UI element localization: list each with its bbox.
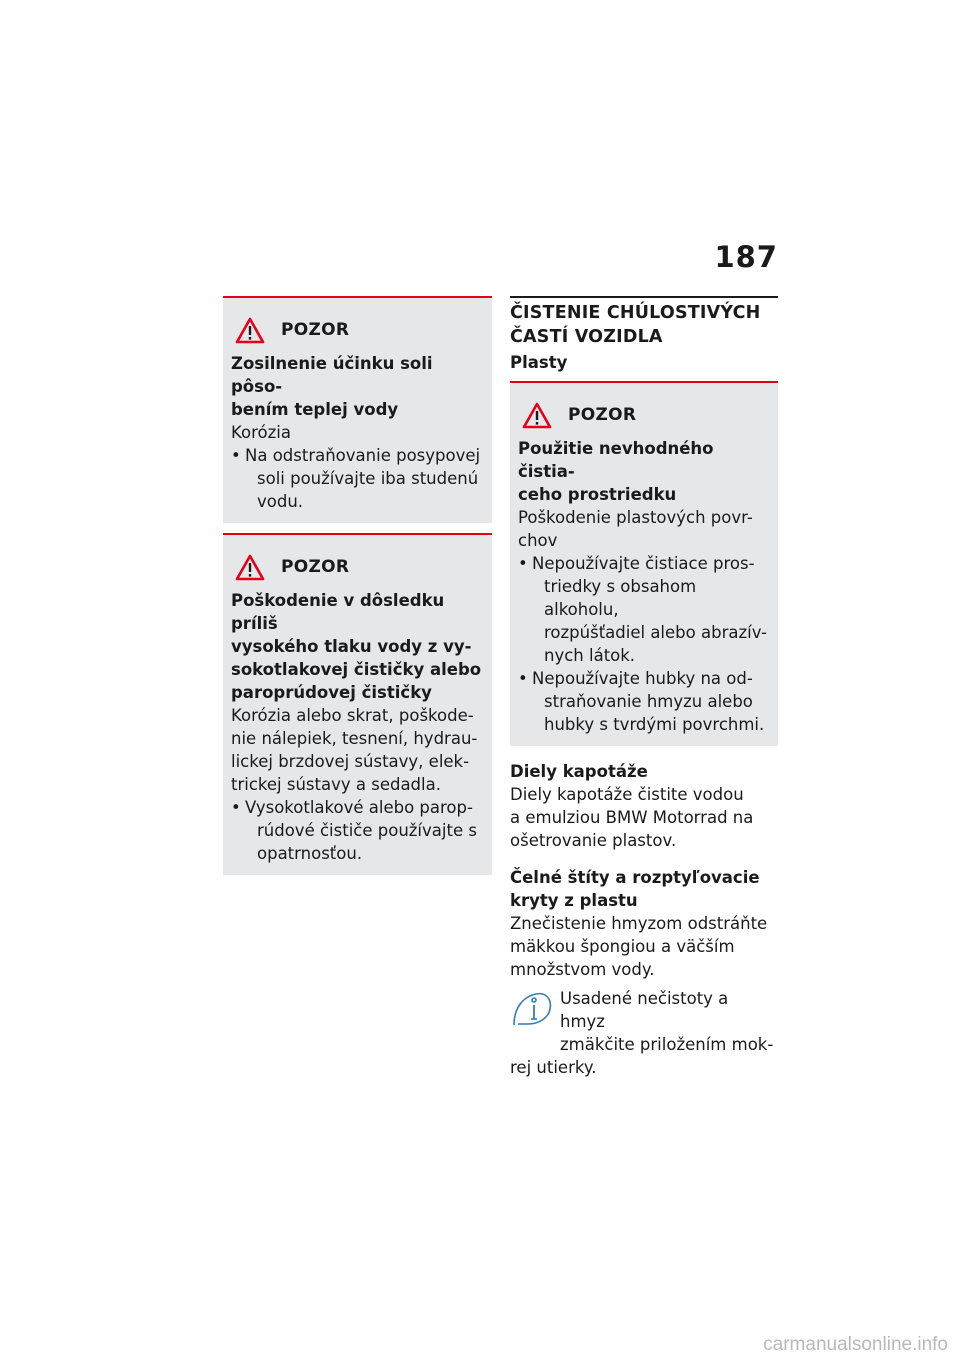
- warning-title: [518, 437, 770, 506]
- bullet-line: straňovanie hmyzu alebo: [544, 692, 753, 711]
- warning-title: [231, 589, 484, 704]
- subheading-line: kryty z plastu: [510, 891, 638, 910]
- consequence-line: Korózia alebo skrat, poškode-: [231, 706, 474, 725]
- paragraph: [510, 912, 778, 981]
- bullet-line: • Vysokotlakové alebo parop-: [245, 798, 473, 817]
- paragraph-line: Znečistenie hmyzom odstráňte: [510, 914, 768, 933]
- section-diely: [510, 760, 778, 852]
- warning-box: [510, 381, 778, 746]
- paragraph-line: a emulziou BMW Motorrad na: [510, 808, 754, 827]
- bullet-line: nych látok.: [544, 646, 636, 665]
- consequence-line: lickej brzdovej sústavy, elek-: [231, 752, 470, 771]
- bullet-line: soli používajte iba studenú: [257, 469, 479, 488]
- bullet-line: rúdové čističe používajte s: [257, 821, 477, 840]
- warning-box: [223, 533, 492, 875]
- bullet-line: rozpúšťadiel alebo abrazív-: [544, 623, 767, 642]
- warning-title-line: bením teplej vody: [231, 400, 399, 419]
- warning-title-line: vysokého tlaku vody z vy-: [231, 637, 472, 656]
- warning-consequence: [231, 704, 484, 796]
- warning-triangle-icon: [522, 402, 552, 429]
- left-column: [223, 296, 492, 875]
- warning-consequence: Korózia: [231, 423, 291, 442]
- consequence-line: nie nálepiek, tesnení, hydrau-: [231, 729, 478, 748]
- section-stity: [510, 866, 778, 1079]
- info-icon: [510, 989, 554, 1029]
- warning-title-line: Použitie nevhodného čistia-: [518, 439, 714, 481]
- info-text: [560, 987, 778, 1056]
- bullet-line: • Na odstraňovanie posypovej: [245, 446, 481, 465]
- warning-label: POZOR: [568, 405, 637, 425]
- warning-header: [231, 545, 484, 589]
- warning-title-line: paroprúdovej čističky: [231, 683, 432, 702]
- warning-header: [518, 393, 770, 437]
- consequence-line: Poškodenie plastových povr-: [518, 508, 753, 527]
- warning-bullet: [231, 796, 484, 865]
- paragraph-line: mäkkou špongiou a väčším: [510, 937, 735, 956]
- warning-label: POZOR: [281, 557, 350, 577]
- bullet-line: • Nepoužívajte hubky na od-: [532, 669, 753, 688]
- subheading-line: Čelné štíty a rozptyľovacie: [510, 868, 760, 887]
- warning-bullet: [518, 552, 770, 667]
- section-heading: [510, 296, 778, 349]
- consequence-line: trickej sústavy a sedadla.: [231, 775, 441, 794]
- bullet-line: triedky s obsahom alkoholu,: [544, 577, 697, 619]
- info-line: Usadené nečistoty a hmyz: [560, 989, 729, 1031]
- warning-title-line: Poškodenie v dôsledku príliš: [231, 591, 445, 633]
- warning-title-line: ceho prostriedku: [518, 485, 677, 504]
- section-heading-line: ČISTENIE CHÚLOSTIVÝCH: [510, 303, 761, 323]
- page-number: 187: [714, 240, 778, 274]
- warning-header: [231, 308, 484, 352]
- paragraph-line: množstvom vody.: [510, 960, 655, 979]
- subheading-diely: Diely kapotáže: [510, 762, 648, 781]
- warning-box: [223, 296, 492, 523]
- watermark: carmanualsonline.info: [763, 1334, 948, 1355]
- warning-title-line: sokotlakovej čističky alebo: [231, 660, 482, 679]
- warning-bullet: [518, 667, 770, 736]
- paragraph-line: ošetrovanie plastov.: [510, 831, 677, 850]
- subheading-plasty: Plasty: [510, 353, 568, 372]
- warning-triangle-icon: [235, 554, 265, 581]
- consequence-line: chov: [518, 531, 558, 550]
- info-line: zmäkčite priložením mok-: [560, 1035, 774, 1054]
- paragraph: [510, 783, 778, 852]
- warning-label: POZOR: [281, 320, 350, 340]
- bullet-line: vodu.: [257, 492, 304, 511]
- warning-title-line: Zosilnenie účinku soli pôso-: [231, 354, 433, 396]
- warning-title: [231, 352, 484, 421]
- info-note: [510, 987, 778, 1056]
- right-column: [510, 296, 778, 1079]
- bullet-line: • Nepoužívajte čistiace pros-: [532, 554, 755, 573]
- warning-triangle-icon: [235, 317, 265, 344]
- section-heading-line: ČASTÍ VOZIDLA: [510, 327, 663, 347]
- paragraph-line: Diely kapotáže čistite vodou: [510, 785, 744, 804]
- info-line: rej utierky.: [510, 1058, 597, 1077]
- bullet-line: hubky s tvrdými povrchmi.: [544, 715, 765, 734]
- warning-consequence: [518, 506, 770, 552]
- bullet-line: opatrnosťou.: [257, 844, 363, 863]
- warning-bullet: [231, 444, 484, 513]
- subheading-stity: [510, 866, 778, 912]
